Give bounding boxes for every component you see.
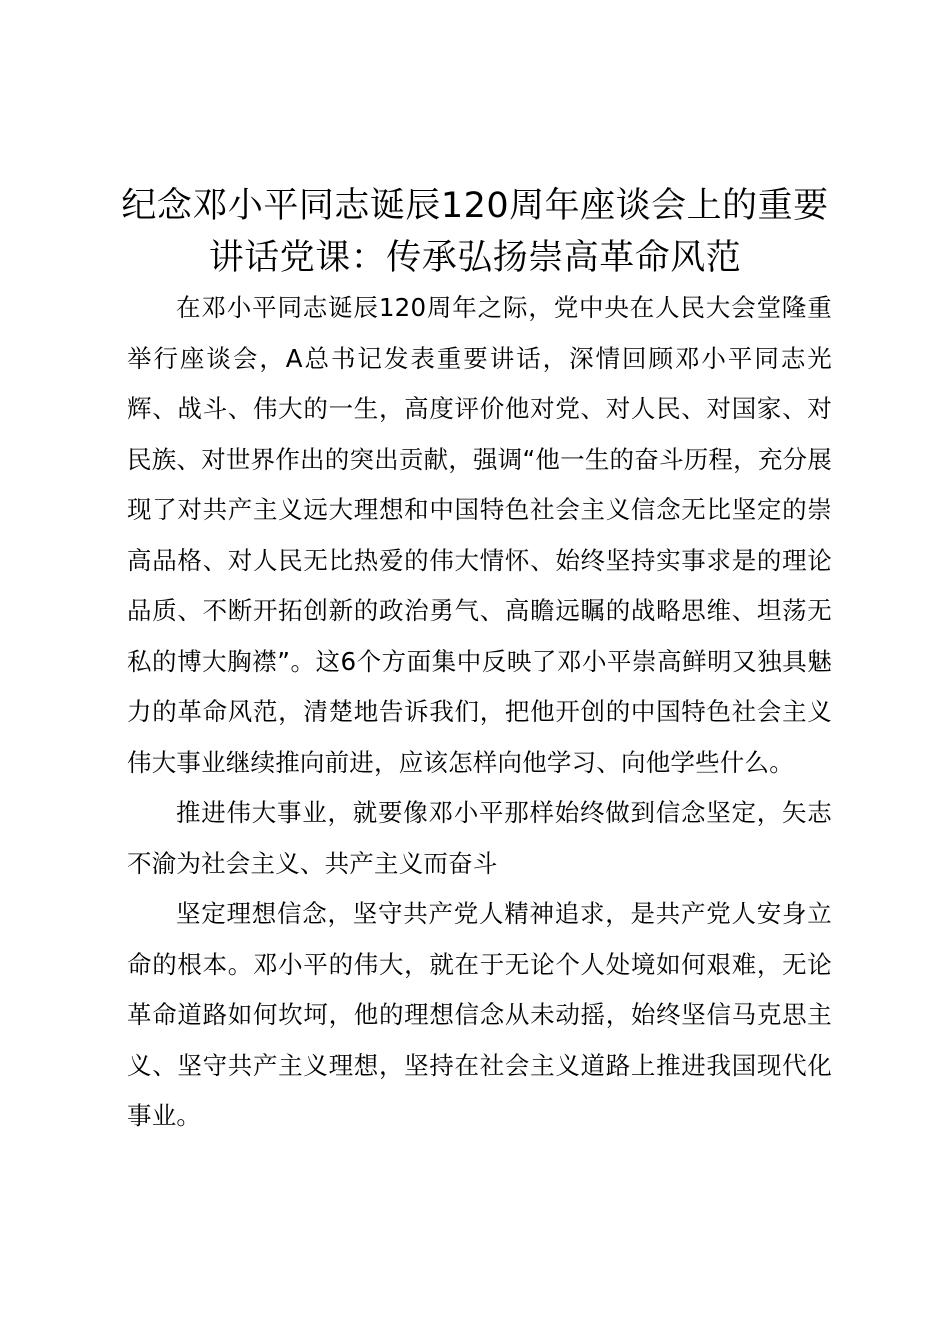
paragraph-intro: 在邓小平同志诞辰120周年之际，党中央在人民大会堂隆重举行座谈会，A总书记发表重要讲话，深情回顾邓小平同志光辉、战斗、伟大的一生，高度评价他对党、对人民、对国家、对民族、对世界作出的突出贡献，强调“他一生的奋斗历程，充分展现了对共产主义远大理想和中国特色社会主义信念无比坚定的崇高品格、对人民无比热爱的伟大情怀、始终坚持实事求是的理论品质、不断开拓创新的政治勇气、高瞻远瞩的战略思维、坦荡无私的博大胸襟”。这6个方面集中反映了邓小平崇高鲜明又独具魅力的革命风范，清楚地告诉我们，把他开创的中国特色社会主义伟大事业继续推向前进，应该怎样向他学习、向他学些什么。: [127, 293, 832, 777]
page-title: 纪念邓小平同志诞辰120周年座谈会上的重要讲话党课：传承弘扬崇高革命风范: [121, 186, 829, 278]
paragraph-subheading: 推进伟大事业，就要像邓小平那样始终做到信念坚定，矢志不渝为社会主义、共产主义而奋斗: [127, 798, 832, 878]
paragraph-conviction: 坚定理想信念，坚守共产党人精神追求，是共产党人安身立命的根本。邓小平的伟大，就在于无论个人处境如何艰难，无论革命道路如何坎坷，他的理想信念从未动摇，始终坚信马克思主义、坚守共产主义理想，坚持在社会主义道路上推进我国现代化事业。: [127, 899, 832, 1130]
document-body: [127, 283, 832, 1142]
